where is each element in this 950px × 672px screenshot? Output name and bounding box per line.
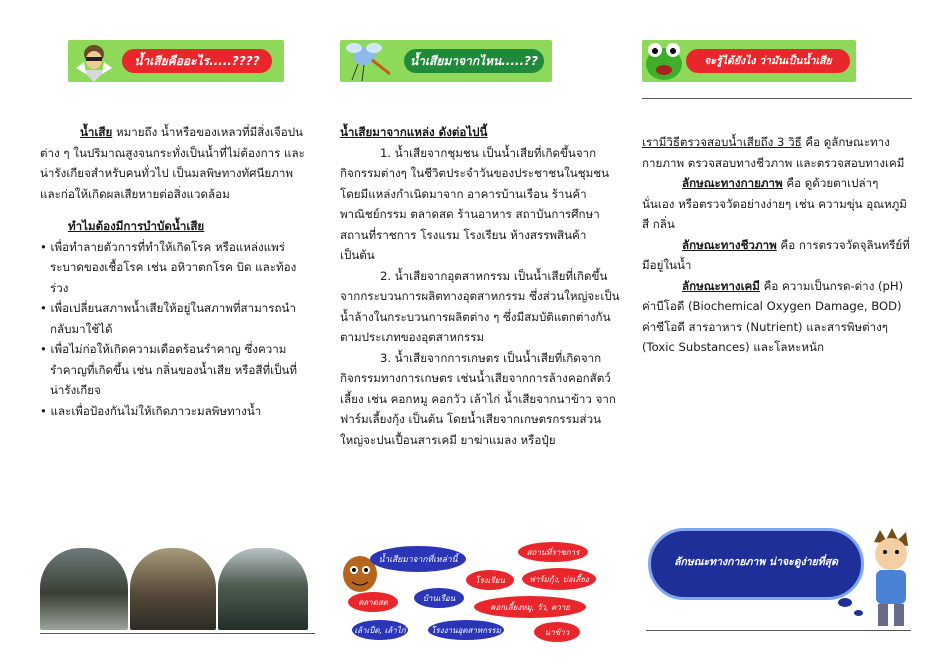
banner-3-title: จะรู้ได้ยังไง ว่ามันเป็นน้ำเสีย [686, 49, 850, 73]
col1-intro-term: น้ำเสีย [80, 125, 113, 139]
col3-physical-term: ลักษณะทางกายภาพ [682, 176, 783, 190]
photo-1 [40, 548, 128, 630]
column-2 [330, 0, 640, 672]
col3-chemical-term: ลักษณะทางเคมี [682, 278, 760, 293]
col2-heading: น้ำเสียมาจากแหล่ง ดังต่อไปนี้ [340, 125, 488, 139]
col1-bottom-rule [40, 633, 315, 634]
col3-chemical-text: คือ ความเป็นกรด-ด่าง (pH) ค่าบีโอดี (Biochemical Oxygen Damage, BOD) ค่าซีโอดี สารอาหาร (Nutrient) และสารพิษต่างๆ (Toxic Substances) และโลหะหนัก [642, 278, 904, 354]
polluted-canal-photos [40, 548, 310, 630]
col1-intro-text: หมายถึง น้ำหรือของเหลวที่มีสิ่งเจือปนต่าง ๆ ในปริมาณสูงจนกระทั่งเป็นน้ำที่ไม่ต้องการ และน่ารังเกียจสำหรับคนทั่วไป เป็นมลพิษทางทัศนียภาพและก่อให้เกิดผลเสียหายต่อสิ่งแวดล้อม [40, 125, 305, 201]
mosquito-icon [344, 40, 390, 82]
bubble-government: สถานที่ราชการ [518, 542, 588, 562]
bubble-factory: โรงงานอุตสาหกรรม [428, 620, 504, 640]
col3-intro-underlined: เรามีวิธีตรวจสอบน้ำเสียถึง 3 วิธี [642, 135, 802, 149]
col3-biological-term: ลักษณะทางชีวภาพ [682, 237, 777, 252]
banner-2 [340, 40, 552, 82]
cloud-tail-1 [838, 598, 852, 607]
col1-bullet-4: • และเพื่อป้องกันไม่ให้เกิดภาวะมลพิษทางน้ำ [40, 403, 262, 418]
banner-3 [642, 40, 856, 82]
col1-heading: ทำไมต้องมีการบำบัดน้ำเสีย [68, 219, 205, 233]
cloud-callout [648, 528, 864, 600]
col1-bullet-3: • เพื่อไม่ก่อให้เกิดความเดือดร้อนรำคาญ ซึ่งความรำคาญที่เกิดขึ้น เช่น กลิ่นของน้ำเสีย หรือสีที่เป็นที่น่ารังเกียจ [40, 342, 298, 397]
col3-intro-text: คือ ดูลักษณะทางกายภาพ ตรวจสอบทางชีวภาพ และตรวจสอบทางเคมี [642, 135, 905, 170]
bubble-shrimp-farm: ฟาร์มกุ้ง, บ่อเลี้ยง [522, 568, 596, 590]
col2-para-2: 2. น้ำเสียจากอุตสาหกรรม เป็นน้ำเสียที่เกิดขึ้นจากกระบวนการผลิตทางอุตสาหกรรม ซึ่งส่วนใหญ่จะเป็นน้ำล้างในกระบวนการผลิตต่าง ๆ ซึ่งมีสมบัติแตกต่างกันตามประเภทของอุตสาหกรรม [340, 268, 620, 344]
column-3 [640, 0, 950, 672]
col1-bullet-2: • เพื่อเปลี่ยนสภาพน้ำเสียให้อยู่ในสภาพที่สามารถนำกลับมาใช้ได้ [40, 301, 296, 336]
sources-bubble-graphic [338, 534, 638, 646]
bubble-duck-coop: เล้าเป็ด, เล้าไก่ [352, 620, 408, 640]
col3-top-rule [642, 98, 912, 99]
column-1 [0, 0, 330, 672]
photo-3 [218, 548, 308, 630]
banner-1 [68, 40, 284, 82]
col1-bullet-1: • เพื่อทำลายตัวการที่ทำให้เกิดโรค หรือแหล่งแพร่ระบาดของเชื้อโรค เช่น อหิวาตกโรค บิด และท้องร่วง [40, 239, 297, 295]
cloud-tail-2 [854, 610, 863, 616]
col3-physical-text: คือ ดูด้วยตาเปล่าๆ นั่นเอง หรือตรวจวัดอย่างง่ายๆ เช่น ความขุ่น อุณหภูมิ สี กลิ่น [642, 176, 907, 231]
bubble-school: โรงเรียน [466, 570, 514, 590]
col3-body [642, 132, 912, 358]
photo-2 [130, 548, 216, 630]
col2-para-3: 3. น้ำเสียจากการเกษตร เป็นน้ำเสียที่เกิดจากกิจกรรมทางการเกษตร เช่นน้ำเสียจากการล้างคอกสัตว์เลี้ยง เช่น คอกหมู คอกวัว เล้าไก่ น้ำเสียจากนาข้าว จากฟาร์มเลี้ยงกุ้ง เป็นต้น โดยน้ำเสียจากเกษตรกรรมส่วนใหญ่จะปนเปื้อนสารเคมี ยาฆ่าแมลง หรือปุ๋ย [340, 350, 616, 447]
sources-title-bubble: น้ำเสียมาจากที่เหล่านี้ [370, 546, 466, 572]
col3-biological-text: คือ การตรวจวัดจุลินทรีย์ที่มีอยู่ในน้ำ [642, 237, 910, 272]
bubble-houses: บ้านเรือน [414, 588, 464, 608]
bubble-market: ตลาดสด [348, 592, 398, 612]
banner-1-title: น้ำเสียคืออะไร.....???? [122, 49, 272, 73]
banner-2-title: น้ำเสียมาจากไหน.....?? [404, 49, 544, 73]
col2-body [340, 122, 622, 450]
col3-bottom-rule [646, 630, 911, 631]
cloud-callout-text: ลักษณะทางกายภาพ น่าจะดูง่ายที่สุด [674, 556, 838, 568]
col1-body [40, 122, 310, 421]
frog-icon [644, 40, 684, 82]
bubble-rice-field: นาข้าว [534, 622, 580, 642]
cartoon-character-icon [74, 40, 114, 82]
col2-para-1: 1. น้ำเสียจากชุมชน เป็นน้ำเสียที่เกิดขึ้นจากกิจกรรมต่างๆ ในชีวิตประจำวันของประชาชนในชุมชน โดยมีแหล่งกำเนิดมาจาก อาคารบ้านเรือน ร้านค้าพาณิชย์กรรม ตลาดสด ร้านอาหาร สถาบันการศึกษา สถานที่ราชการ โรงแรม โรงเรียน ห้างสรรพสินค้า เป็นต้น [340, 145, 610, 262]
thinking-boy-icon [866, 528, 916, 628]
bubble-pig-pen: คอกเลี้ยงหมู, วัว, ควาย [474, 596, 586, 618]
